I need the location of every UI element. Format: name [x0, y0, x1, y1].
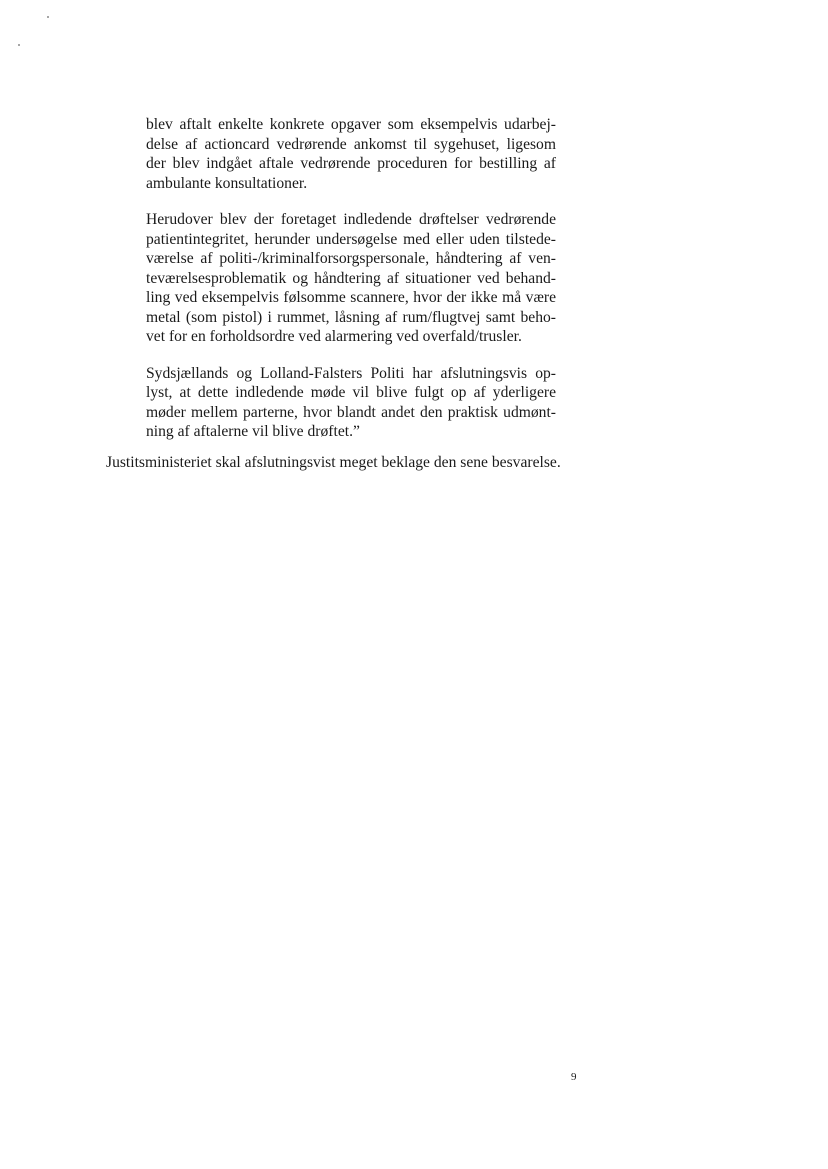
text-line: der blev indgået aftale vedrørende proceduren for bestilling af [146, 155, 556, 172]
quote-paragraph-2 [146, 210, 556, 347]
quoted-passage [146, 115, 556, 459]
text-line: Sydsjællands og Lolland-Falsters Politi har afslutningsvis op- [146, 364, 556, 382]
text-line: blev aftalt enkelte konkrete opgaver som eksempelvis udarbej- [146, 116, 556, 133]
text-line: patientintegritet, herunder undersøgelse med eller uden tilstede- [146, 230, 556, 248]
text-line: metal (som pistol) i rummet, låsning af rum/flugtvej samt beho- [146, 308, 556, 326]
page-number: 9 [571, 1071, 577, 1083]
text-line: lyst, at dette indledende møde vil blive fulgt op af yderligere [146, 384, 556, 401]
text-line: møder mellem parterne, hvor blandt andet den praktisk udmønt- [146, 403, 556, 421]
text-line: teværelsesproblematik og håndtering af situationer ved behand- [146, 269, 556, 287]
scan-speck [47, 16, 49, 18]
text-line: Herudover blev der foretaget indledende drøftelser vedrørende [146, 211, 556, 228]
quote-paragraph-1 [146, 115, 556, 193]
text-line: værelse af politi-/kriminalforsorgspersonale, håndtering af ven- [146, 250, 556, 267]
text-line: vet for en forholdsordre ved alarmering ved overfald/trusler. [146, 328, 522, 345]
text-line: ling ved eksempelvis følsomme scannere, hvor der ikke må være [146, 289, 556, 306]
text-line: ning af aftalerne vil blive drøftet.” [146, 423, 360, 440]
text-line: delse af actioncard vedrørende ankomst til sygehuset, ligesom [146, 135, 556, 153]
text-line: ambulante konsultationer. [146, 174, 308, 192]
closing-statement: Justitsministeriet skal afslutningsvist meget beklage den sene besvarelse. [106, 454, 561, 471]
quote-paragraph-3 [146, 364, 556, 442]
scan-speck [18, 44, 20, 46]
